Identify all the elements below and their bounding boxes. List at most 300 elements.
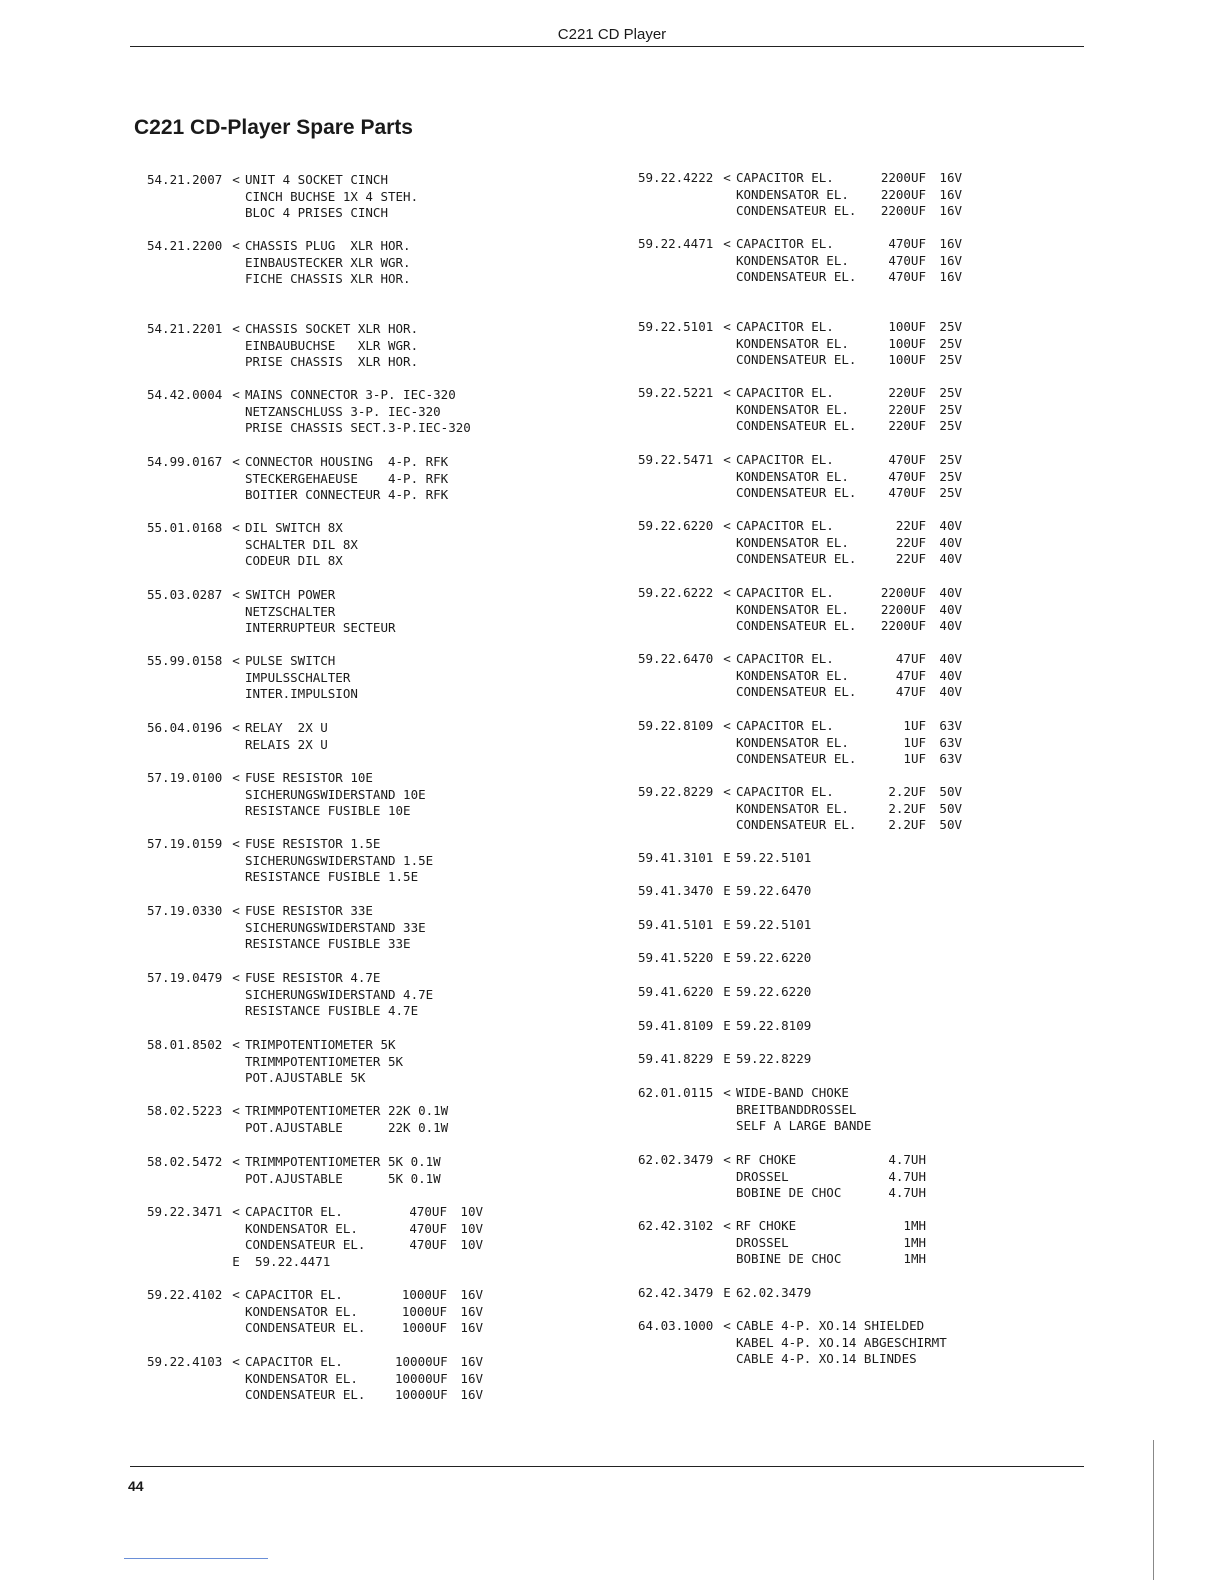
part-description: RF CHOKE: [736, 1152, 797, 1167]
part-description: INTERRUPTEUR SECTEUR: [245, 620, 396, 636]
parts-entry-line: [147, 1204, 483, 1221]
part-value: 470UF: [409, 1220, 447, 1236]
replacement-marker: E: [723, 1051, 731, 1066]
part-value: 1000UF: [401, 1320, 447, 1336]
parts-entry: [147, 520, 358, 570]
parts-entry-line: [147, 537, 358, 554]
part-rating: 16V: [460, 1387, 483, 1403]
parts-entry: [147, 836, 433, 886]
part-description: CONDENSATEUR EL.: [736, 485, 857, 501]
part-number: 64.03.1000: [638, 1318, 714, 1333]
part-description: DROSSEL: [736, 1168, 789, 1184]
parts-entry-line: [638, 402, 962, 419]
part-number: 62.42.3102: [638, 1218, 714, 1233]
replacement-marker: E: [232, 1253, 240, 1269]
part-description: RELAY 2X U: [245, 720, 328, 735]
parts-entry-line: [147, 172, 418, 189]
part-value: 470UF: [888, 269, 926, 285]
parts-entry-line: [638, 1251, 926, 1268]
parts-entry-line: [638, 518, 962, 535]
parts-entry-line: [147, 1387, 483, 1404]
part-rating: 16V: [939, 269, 962, 285]
parts-entry: [638, 1152, 926, 1202]
part-number: 54.99.0167: [147, 454, 223, 469]
part-description: TRIMMPOTENTIOMETER 5K: [245, 1053, 404, 1069]
part-rating: 25V: [939, 401, 962, 417]
part-description: KONDENSATOR EL.: [736, 667, 849, 683]
part-value: 2200UF: [880, 618, 926, 634]
parts-entry: [147, 321, 418, 371]
part-description: KONDENSATOR EL.: [245, 1370, 358, 1386]
part-rating: 16V: [460, 1287, 483, 1302]
parts-entry: [638, 984, 811, 1001]
part-description: CONNECTOR HOUSING 4-P. RFK: [245, 454, 449, 469]
part-value: 4.7UH: [888, 1185, 926, 1201]
parts-entry: [638, 651, 962, 701]
part-number: 58.01.8502: [147, 1037, 223, 1052]
parts-entry-line: [638, 1235, 926, 1252]
part-number: 59.41.8229: [638, 1051, 714, 1066]
part-description: KONDENSATOR EL.: [736, 601, 849, 617]
part-rating: 50V: [939, 800, 962, 816]
parts-entry-line: [638, 1185, 926, 1202]
parts-entry-line: [147, 553, 358, 570]
part-value: 2.2UF: [888, 800, 926, 816]
parts-entry-line: [147, 970, 433, 987]
part-description: NETZSCHALTER: [245, 603, 336, 619]
entry-marker: <: [232, 1354, 240, 1369]
part-rating: 63V: [939, 718, 962, 733]
parts-entry-line: [147, 853, 433, 870]
parts-entry: [147, 1354, 483, 1404]
parts-entry-line: [147, 1037, 403, 1054]
entry-marker: <: [723, 1218, 731, 1233]
parts-entry: [147, 970, 433, 1020]
entry-marker: <: [723, 1085, 731, 1100]
entry-marker: <: [723, 1318, 731, 1333]
part-description: CONDENSATEUR EL.: [736, 618, 857, 634]
part-number: 59.22.3471: [147, 1204, 223, 1219]
parts-entry-line: [147, 454, 448, 471]
part-rating: 25V: [939, 418, 962, 434]
parts-entry-line: [638, 651, 962, 668]
parts-entry-line: [638, 718, 962, 735]
part-value: 470UF: [888, 252, 926, 268]
part-value: 220UF: [888, 418, 926, 434]
part-description: KONDENSATOR EL.: [736, 800, 849, 816]
part-description: PRISE CHASSIS SECT.3-P.IEC-320: [245, 420, 471, 436]
parts-entry-line: [638, 917, 811, 934]
part-number: 54.21.2201: [147, 321, 223, 336]
part-number: 59.41.3101: [638, 850, 714, 865]
part-description: CAPACITOR EL.: [736, 452, 834, 467]
part-rating: 16V: [939, 170, 962, 185]
part-description: CAPACITOR EL.: [245, 1287, 343, 1302]
parts-entry-line: [147, 720, 328, 737]
parts-entry-line: [147, 787, 426, 804]
part-description: CAPACITOR EL.: [736, 518, 834, 533]
replacement-marker: E: [723, 850, 731, 865]
part-rating: 40V: [939, 651, 962, 666]
parts-entry-line: [638, 551, 962, 568]
part-description: TRIMMPOTENTIOMETER 22K 0.1W: [245, 1103, 449, 1118]
part-rating: 25V: [939, 319, 962, 334]
entry-marker: <: [723, 385, 731, 400]
part-number: 54.21.2200: [147, 238, 223, 253]
parts-entry-line: [638, 950, 811, 967]
part-rating: 40V: [939, 601, 962, 617]
parts-entry-line: [147, 770, 426, 787]
parts-entry-line: [638, 684, 962, 701]
replaced-by-part-number: 62.02.3479: [736, 1285, 812, 1300]
parts-entry-line: [638, 1169, 926, 1186]
part-number: 59.22.8109: [638, 718, 714, 733]
parts-entry-line: [147, 520, 358, 537]
entry-marker: <: [723, 319, 731, 334]
part-description: BLOC 4 PRISES CINCH: [245, 205, 388, 221]
part-value: 22UF: [895, 534, 926, 550]
part-rating: 16V: [939, 236, 962, 251]
parts-entry-line: [147, 987, 433, 1004]
part-description: FUSE RESISTOR 33E: [245, 903, 373, 918]
parts-entry-line: [638, 418, 962, 435]
part-rating: 40V: [939, 518, 962, 533]
parts-entry-line: [147, 404, 471, 421]
part-description: WIDE-BAND CHOKE: [736, 1085, 849, 1100]
part-number: 59.41.5101: [638, 917, 714, 932]
parts-entry-line: [638, 452, 962, 469]
part-description: CONDENSATEUR EL.: [245, 1387, 366, 1403]
replacement-marker: E: [723, 950, 731, 965]
part-description: UNIT 4 SOCKET CINCH: [245, 172, 388, 187]
part-description: POT.AJUSTABLE 5K 0.1W: [245, 1170, 441, 1186]
part-value: 10000UF: [395, 1387, 448, 1403]
part-value: 470UF: [888, 468, 926, 484]
part-description: CAPACITOR EL.: [736, 170, 834, 185]
entry-marker: <: [723, 585, 731, 600]
entry-marker: <: [232, 653, 240, 668]
parts-entry-line: [147, 1221, 483, 1238]
part-number: 59.22.6220: [638, 518, 714, 533]
part-description: SICHERUNGSWIDERSTAND 4.7E: [245, 986, 434, 1002]
parts-entry-line: [147, 1070, 403, 1087]
parts-entry-line: [147, 387, 471, 404]
part-value: 220UF: [888, 401, 926, 417]
part-description: BOBINE DE CHOC: [736, 1185, 842, 1201]
parts-entry-line: [147, 321, 418, 338]
parts-entry: [147, 1154, 441, 1187]
part-description: MAINS CONNECTOR 3-P. IEC-320: [245, 387, 456, 402]
part-number: 56.04.0196: [147, 720, 223, 735]
parts-entry-line: [147, 487, 448, 504]
part-number: 55.03.0287: [147, 587, 223, 602]
part-description: KONDENSATOR EL.: [736, 335, 849, 351]
parts-entry: [638, 585, 962, 635]
part-number: 58.02.5472: [147, 1154, 223, 1169]
parts-entry-line: [638, 850, 811, 867]
replaced-by-part-number: 59.22.6220: [736, 984, 812, 999]
part-description: EINBAUBUCHSE XLR WGR.: [245, 337, 419, 353]
part-value: 1MH: [903, 1218, 926, 1233]
parts-entry-line: [638, 352, 962, 369]
part-value: 22UF: [895, 518, 926, 533]
part-description: CONDENSATEUR EL.: [736, 551, 857, 567]
parts-entry-line: [147, 1254, 483, 1271]
part-description: CAPACITOR EL.: [245, 1204, 343, 1219]
entry-marker: <: [232, 321, 240, 336]
part-rating: 16V: [460, 1354, 483, 1369]
part-number: 59.22.4222: [638, 170, 714, 185]
part-rating: 10V: [460, 1237, 483, 1253]
page-title: C221 CD-Player Spare Parts: [134, 116, 413, 139]
part-description: PRISE CHASSIS XLR HOR.: [245, 354, 419, 370]
part-description: CONDENSATEUR EL.: [736, 203, 857, 219]
parts-entry: [638, 718, 962, 768]
part-value: 2200UF: [880, 186, 926, 202]
part-description: INTER.IMPULSION: [245, 686, 358, 702]
parts-entry-line: [147, 1054, 403, 1071]
part-value: 1MH: [903, 1234, 926, 1250]
replacement-marker: E: [723, 1018, 731, 1033]
part-value: 470UF: [888, 485, 926, 501]
part-value: 2200UF: [880, 203, 926, 219]
part-description: SICHERUNGSWIDERSTAND 10E: [245, 786, 426, 802]
part-value: 1UF: [903, 734, 926, 750]
part-number: 57.19.0479: [147, 970, 223, 985]
entry-marker: <: [232, 587, 240, 602]
parts-entry-line: [638, 1335, 947, 1352]
part-rating: 63V: [939, 734, 962, 750]
part-rating: 25V: [939, 452, 962, 467]
part-rating: 40V: [939, 585, 962, 600]
part-description: RESISTANCE FUSIBLE 33E: [245, 936, 411, 952]
part-rating: 16V: [460, 1370, 483, 1386]
parts-entry-line: [147, 670, 358, 687]
footer-rule: [130, 1466, 1084, 1467]
parts-entry-line: [147, 1171, 441, 1188]
parts-entry-line: [638, 1351, 947, 1368]
part-value: 220UF: [888, 385, 926, 400]
parts-entry-line: [638, 187, 962, 204]
parts-entry-line: [147, 205, 418, 222]
part-rating: 50V: [939, 784, 962, 799]
part-description: CONDENSATEUR EL.: [736, 684, 857, 700]
part-description: CAPACITOR EL.: [736, 784, 834, 799]
parts-entry: [638, 1218, 926, 1268]
replaced-by-part-number: 59.22.4471: [255, 1253, 331, 1269]
entry-marker: <: [723, 452, 731, 467]
parts-entry-line: [638, 535, 962, 552]
part-rating: 40V: [939, 534, 962, 550]
part-description: CHASSIS PLUG XLR HOR.: [245, 238, 411, 253]
part-number: 55.01.0168: [147, 520, 223, 535]
parts-entry: [638, 1318, 947, 1368]
part-value: 2200UF: [880, 585, 926, 600]
parts-entry-line: [147, 354, 418, 371]
replaced-by-part-number: 59.22.5101: [736, 917, 812, 932]
part-description: SWITCH POWER: [245, 587, 336, 602]
parts-entry-line: [147, 920, 426, 937]
part-rating: 25V: [939, 335, 962, 351]
parts-entry: [638, 917, 811, 934]
parts-entry-line: [147, 936, 426, 953]
part-value: 2200UF: [880, 601, 926, 617]
part-description: CAPACITOR EL.: [736, 385, 834, 400]
part-value: 2200UF: [880, 170, 926, 185]
parts-entry-line: [638, 784, 962, 801]
parts-entry-line: [147, 1320, 483, 1337]
parts-entry-line: [147, 255, 411, 272]
parts-entry: [638, 850, 811, 867]
part-number: 59.22.6222: [638, 585, 714, 600]
parts-entry-line: [638, 236, 962, 253]
part-value: 100UF: [888, 335, 926, 351]
parts-entry-line: [147, 1354, 483, 1371]
entry-marker: <: [723, 651, 731, 666]
parts-entry-line: [147, 1003, 433, 1020]
parts-entry-line: [147, 271, 411, 288]
part-description: CHASSIS SOCKET XLR HOR.: [245, 321, 419, 336]
entry-marker: <: [232, 720, 240, 735]
part-value: 47UF: [895, 684, 926, 700]
part-number: 62.01.0115: [638, 1085, 714, 1100]
part-number: 54.42.0004: [147, 387, 223, 402]
parts-entry-line: [638, 1085, 871, 1102]
parts-entry-line: [147, 420, 471, 437]
replaced-by-part-number: 59.22.8229: [736, 1051, 812, 1066]
part-description: KONDENSATOR EL.: [736, 534, 849, 550]
part-rating: 25V: [939, 352, 962, 368]
part-description: PULSE SWITCH: [245, 653, 336, 668]
part-description: KONDENSATOR EL.: [736, 186, 849, 202]
part-description: DROSSEL: [736, 1234, 789, 1250]
parts-entry: [638, 452, 962, 502]
parts-entry-line: [638, 1118, 871, 1135]
entry-marker: <: [723, 236, 731, 251]
part-description: IMPULSSCHALTER: [245, 669, 351, 685]
part-rating: 16V: [460, 1320, 483, 1336]
part-description: KONDENSATOR EL.: [736, 468, 849, 484]
entry-marker: <: [723, 1152, 731, 1167]
running-header-title: C221 CD Player: [557, 26, 667, 43]
parts-entry: [638, 1051, 811, 1068]
parts-entry: [147, 238, 411, 288]
parts-entry-line: [147, 737, 328, 754]
parts-entry: [147, 1037, 403, 1087]
part-description: BREITBANDDROSSEL: [736, 1101, 857, 1117]
replaced-by-part-number: 59.22.8109: [736, 1018, 812, 1033]
entry-marker: <: [232, 1204, 240, 1219]
parts-entry-line: [638, 1285, 811, 1302]
part-rating: 40V: [939, 684, 962, 700]
part-rating: 25V: [939, 468, 962, 484]
part-value: 4.7UH: [888, 1168, 926, 1184]
entry-marker: <: [232, 770, 240, 785]
part-rating: 16V: [460, 1303, 483, 1319]
parts-entry-line: [638, 801, 962, 818]
part-description: CINCH BUCHSE 1X 4 STEH.: [245, 188, 419, 204]
part-description: CAPACITOR EL.: [736, 585, 834, 600]
part-value: 47UF: [895, 651, 926, 666]
part-description: CAPACITOR EL.: [736, 236, 834, 251]
part-description: KABEL 4-P. XO.14 ABGESCHIRMT: [736, 1334, 947, 1350]
parts-entry: [147, 1204, 483, 1270]
page-number: 44: [128, 1478, 144, 1494]
part-description: NETZANSCHLUSS 3-P. IEC-320: [245, 403, 441, 419]
parts-entry: [638, 1285, 811, 1302]
replacement-marker: E: [723, 1285, 731, 1300]
part-description: KONDENSATOR EL.: [245, 1303, 358, 1319]
scan-artifact-edge: [1153, 1440, 1154, 1580]
part-value: 1UF: [903, 718, 926, 733]
parts-entry: [147, 587, 396, 637]
part-value: 1000UF: [401, 1287, 447, 1302]
entry-marker: <: [232, 836, 240, 851]
part-number: 59.22.8229: [638, 784, 714, 799]
part-description: RELAIS 2X U: [245, 736, 328, 752]
part-description: SELF A LARGE BANDE: [736, 1118, 872, 1134]
part-description: CONDENSATEUR EL.: [245, 1320, 366, 1336]
parts-entry-line: [147, 836, 433, 853]
part-value: 4.7UH: [888, 1152, 926, 1167]
part-description: POT.AJUSTABLE 22K 0.1W: [245, 1119, 449, 1135]
part-value: 22UF: [895, 551, 926, 567]
parts-entry-line: [638, 883, 811, 900]
replaced-by-part-number: 59.22.6220: [736, 950, 812, 965]
parts-entry-line: [147, 869, 433, 886]
part-rating: 25V: [939, 485, 962, 501]
part-description: CAPACITOR EL.: [736, 319, 834, 334]
parts-entry-line: [147, 903, 426, 920]
part-description: TRIMPOTENTIOMETER 5K: [245, 1037, 396, 1052]
part-description: RESISTANCE FUSIBLE 10E: [245, 803, 411, 819]
part-description: CONDENSATEUR EL.: [245, 1237, 366, 1253]
parts-entry-line: [638, 469, 962, 486]
part-number: 59.41.8109: [638, 1018, 714, 1033]
parts-entry-line: [147, 1103, 448, 1120]
parts-entry: [638, 883, 811, 900]
part-rating: 40V: [939, 618, 962, 634]
part-rating: 16V: [939, 203, 962, 219]
entry-marker: <: [723, 784, 731, 799]
parts-entry-line: [638, 336, 962, 353]
parts-entry-line: [147, 1304, 483, 1321]
part-rating: 50V: [939, 817, 962, 833]
part-description: CABLE 4-P. XO.14 SHIELDED: [736, 1318, 925, 1333]
parts-entry: [638, 385, 962, 435]
parts-entry-line: [638, 1018, 811, 1035]
part-number: 57.19.0100: [147, 770, 223, 785]
parts-entry-line: [638, 585, 962, 602]
parts-entry-line: [147, 238, 411, 255]
part-description: SICHERUNGSWIDERSTAND 1.5E: [245, 852, 434, 868]
parts-entry-line: [638, 1102, 871, 1119]
entry-marker: <: [723, 518, 731, 533]
part-description: CONDENSATEUR EL.: [736, 751, 857, 767]
part-value: 100UF: [888, 352, 926, 368]
parts-entry-line: [638, 1152, 926, 1169]
parts-entry-line: [638, 203, 962, 220]
parts-entry: [638, 319, 962, 369]
parts-entry-line: [638, 170, 962, 187]
part-value: 470UF: [888, 236, 926, 251]
part-description: FUSE RESISTOR 10E: [245, 770, 373, 785]
entry-marker: <: [232, 903, 240, 918]
replacement-marker: E: [723, 917, 731, 932]
parts-entry-line: [147, 338, 418, 355]
part-description: FUSE RESISTOR 1.5E: [245, 836, 381, 851]
part-description: CAPACITOR EL.: [245, 1354, 343, 1369]
